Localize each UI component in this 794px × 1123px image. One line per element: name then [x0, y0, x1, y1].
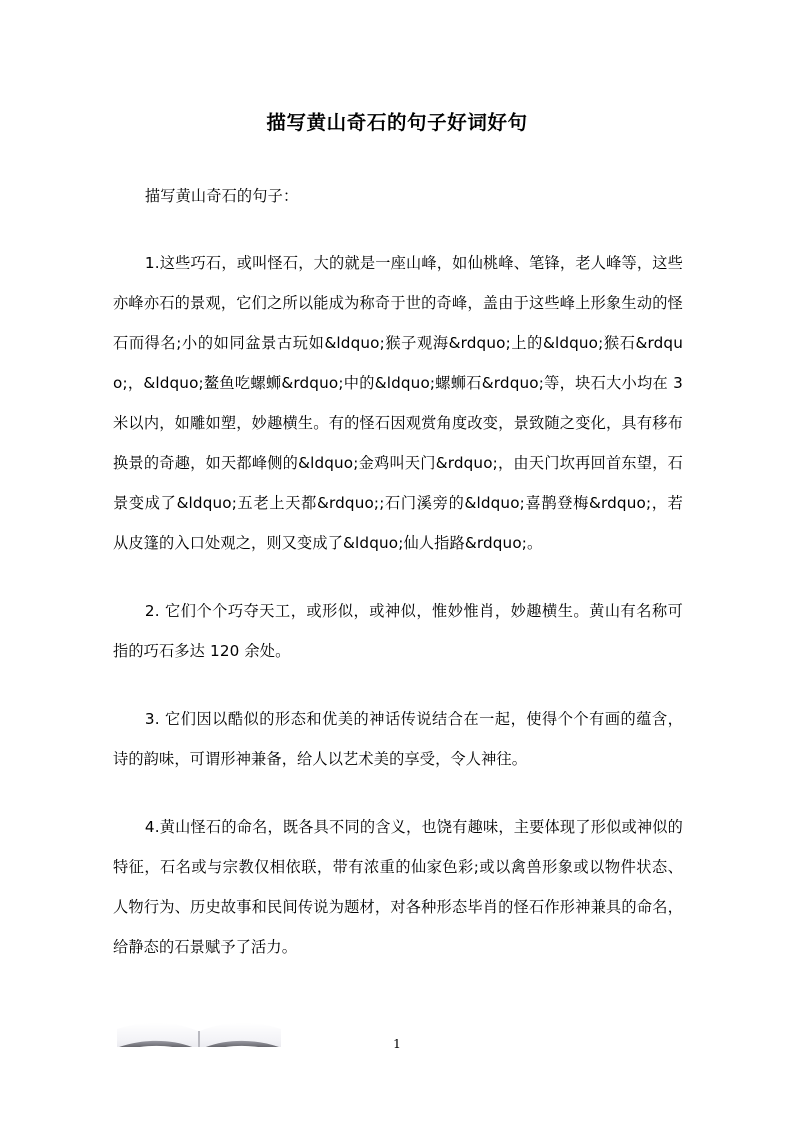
paragraph-1: 1.这些巧石，或叫怪石，大的就是一座山峰，如仙桃峰、笔锋，老人峰等，这些亦峰亦石的景观，它们之所以能成为称奇于世的奇峰，盖由于这些峰上形象生动的怪石而得名;小的如同盆景古玩如&ldquo;猴子观海&rdquo;上的&ldquo;猴石&rdquo;，&ldquo;鳌鱼吃螺蛳&rdquo;中的&ldquo;螺蛳石&rdquo;等，块石大小均在 3 米以内，如雕如塑，妙趣横生。有的怪石因观赏角度改变，景致随之变化，具有移布换景的奇趣，如天都峰侧的&ldquo;金鸡叫天门&rdquo;，由天门坎再回首东望，石景变成了&ldquo;五老上天都&rdquo;;石门溪旁的&ldquo;喜鹊登梅&rdquo;，若从皮篷的入口处观之，则又变成了&ldquo;仙人指路&rdquo;。 [113, 254, 683, 552]
paragraph-2: 2. 它们个个巧夺天工，或形似，或神似，惟妙惟肖，妙趣横生。黄山有名称可指的巧石多达 120 余处。 [113, 602, 683, 660]
paragraph-4: 4.黄山怪石的命名，既各具不同的含义，也饶有趣味，主要体现了形似或神似的特征，石名或与宗教仅相依联，带有浓重的仙家色彩;或以禽兽形象或以物件状态、人物行为、历史故事和民间传说为题材，对各种形态毕肖的怪石作形神兼具的命名，给静态的石景赋予了活力。 [113, 818, 683, 956]
paragraph-spacer [113, 671, 683, 699]
page-title: 描写黄山奇石的句子好词好句 [266, 111, 528, 135]
page-number: 1 [393, 1036, 401, 1051]
document-body [113, 176, 683, 967]
paragraph-spacer [113, 563, 683, 591]
paragraph-3: 3. 它们因以酷似的形态和优美的神话传说结合在一起，使得个个有画的蕴含，诗的韵味，可谓形神兼备，给人以艺术美的享受，令人神往。 [113, 710, 683, 768]
intro-paragraph: 描写黄山奇石的句子： [144, 187, 299, 205]
paragraph-spacer [113, 779, 683, 807]
paragraph-spacer [113, 216, 683, 243]
